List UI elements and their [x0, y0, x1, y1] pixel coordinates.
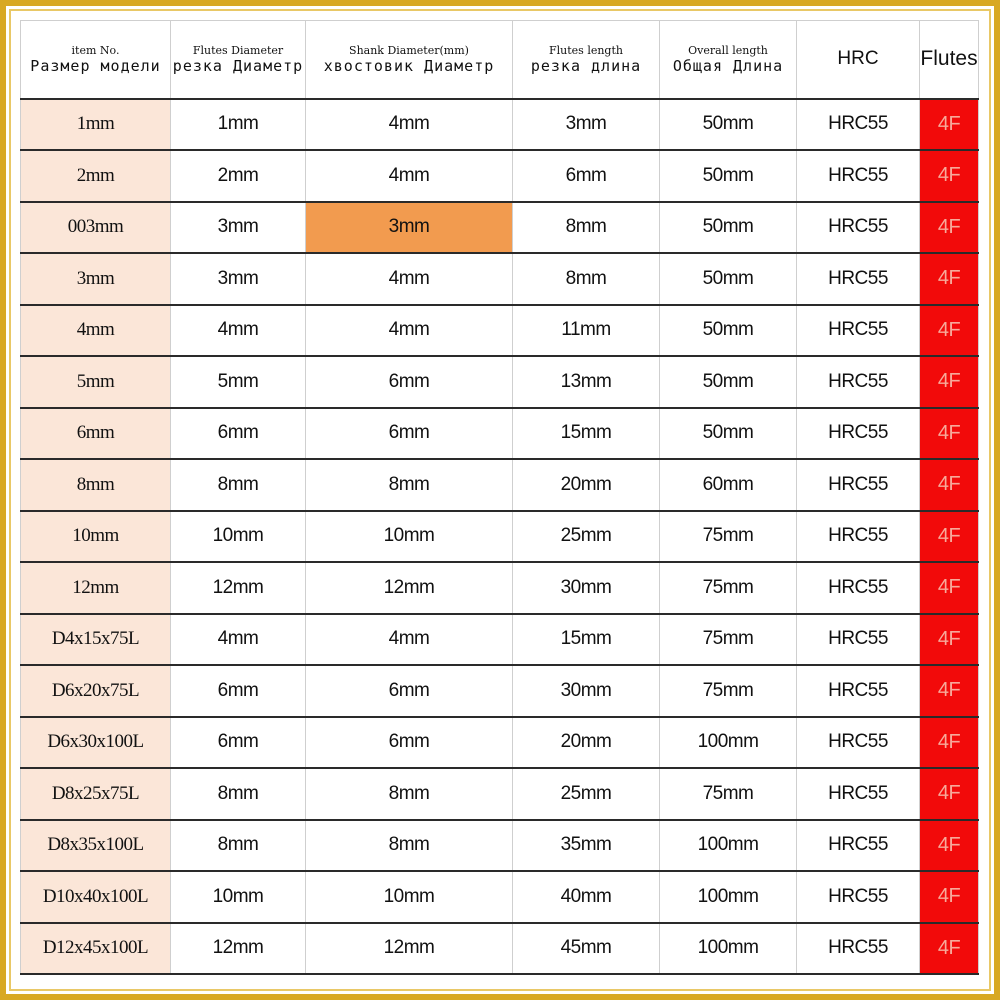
cell-flutes: 4F	[920, 202, 979, 254]
header-item	[21, 21, 171, 99]
cell-overall-length: 75mm	[660, 511, 797, 563]
cell-overall-length: 75mm	[660, 614, 797, 666]
table-row	[21, 614, 979, 666]
cell-hrc: HRC55	[797, 717, 920, 769]
cell-flutes: 4F	[920, 923, 979, 975]
header-item-en: item No.	[71, 43, 120, 57]
cell-overall-length: 50mm	[660, 150, 797, 202]
cell-flutes-diameter: 6mm	[171, 665, 306, 717]
cell-item-no: 12mm	[21, 562, 171, 614]
table-row	[21, 562, 979, 614]
cell-flutes-length: 25mm	[513, 511, 660, 563]
cell-flutes-length: 6mm	[513, 150, 660, 202]
cell-hrc: HRC55	[797, 253, 920, 305]
cell-flutes-length: 20mm	[513, 459, 660, 511]
cell-flutes: 4F	[920, 459, 979, 511]
table-row	[21, 356, 979, 408]
cell-item-no: D8x25x75L	[21, 768, 171, 820]
cell-hrc: HRC55	[797, 459, 920, 511]
cell-hrc: HRC55	[797, 871, 920, 923]
cell-overall-length: 100mm	[660, 717, 797, 769]
header-hrc	[797, 21, 920, 99]
cell-flutes-diameter: 8mm	[171, 768, 306, 820]
cell-flutes-diameter: 10mm	[171, 511, 306, 563]
cell-item-no: 003mm	[21, 202, 171, 254]
cell-flutes-diameter: 12mm	[171, 562, 306, 614]
table-body	[21, 99, 979, 975]
cell-overall-length: 60mm	[660, 459, 797, 511]
cell-flutes: 4F	[920, 562, 979, 614]
cell-flutes-diameter: 12mm	[171, 923, 306, 975]
cell-shank-diameter: 3mm	[306, 202, 513, 254]
cell-shank-diameter: 4mm	[306, 253, 513, 305]
table-row	[21, 253, 979, 305]
cell-flutes-diameter: 6mm	[171, 408, 306, 460]
cell-flutes: 4F	[920, 768, 979, 820]
cell-overall-length: 50mm	[660, 305, 797, 357]
cell-item-no: D4x15x75L	[21, 614, 171, 666]
header-shank-diameter	[306, 21, 513, 99]
cell-flutes-diameter: 8mm	[171, 820, 306, 872]
cell-flutes: 4F	[920, 717, 979, 769]
cell-flutes-length: 25mm	[513, 768, 660, 820]
cell-overall-length: 50mm	[660, 202, 797, 254]
cell-flutes: 4F	[920, 511, 979, 563]
header-item-ru: Размер модели	[30, 56, 161, 75]
cell-hrc: HRC55	[797, 408, 920, 460]
table-row	[21, 202, 979, 254]
cell-flutes: 4F	[920, 305, 979, 357]
cell-overall-length: 50mm	[660, 408, 797, 460]
cell-overall-length: 50mm	[660, 253, 797, 305]
cell-shank-diameter: 12mm	[306, 923, 513, 975]
cell-hrc: HRC55	[797, 768, 920, 820]
cell-flutes: 4F	[920, 820, 979, 872]
cell-flutes-length: 20mm	[513, 717, 660, 769]
table-row	[21, 820, 979, 872]
cell-flutes-length: 13mm	[513, 356, 660, 408]
cell-item-no: D10x40x100L	[21, 871, 171, 923]
cell-flutes-length: 15mm	[513, 614, 660, 666]
cell-overall-length: 75mm	[660, 768, 797, 820]
header-flutes-diameter-ru: резка Диаметр	[172, 56, 304, 75]
cell-flutes-diameter: 5mm	[171, 356, 306, 408]
cell-overall-length: 100mm	[660, 820, 797, 872]
cell-hrc: HRC55	[797, 562, 920, 614]
cell-overall-length: 100mm	[660, 871, 797, 923]
cell-flutes-length: 35mm	[513, 820, 660, 872]
cell-flutes: 4F	[920, 871, 979, 923]
cell-item-no: D6x20x75L	[21, 665, 171, 717]
cell-shank-diameter: 8mm	[306, 820, 513, 872]
cell-hrc: HRC55	[797, 305, 920, 357]
cell-shank-diameter: 6mm	[306, 356, 513, 408]
cell-flutes: 4F	[920, 665, 979, 717]
cell-flutes-diameter: 6mm	[171, 717, 306, 769]
header-flutes-diameter	[171, 21, 306, 99]
table-row	[21, 99, 979, 151]
table-row	[21, 459, 979, 511]
cell-hrc: HRC55	[797, 99, 920, 151]
cell-shank-diameter: 4mm	[306, 99, 513, 151]
cell-shank-diameter: 4mm	[306, 150, 513, 202]
table-row	[21, 923, 979, 975]
header-flutes-length	[513, 21, 660, 99]
cell-hrc: HRC55	[797, 202, 920, 254]
table-row	[21, 305, 979, 357]
cell-item-no: D8x35x100L	[21, 820, 171, 872]
header-flutes	[920, 21, 979, 99]
cell-shank-diameter: 10mm	[306, 871, 513, 923]
cell-flutes: 4F	[920, 356, 979, 408]
cell-hrc: HRC55	[797, 820, 920, 872]
cell-hrc: HRC55	[797, 150, 920, 202]
cell-shank-diameter: 8mm	[306, 459, 513, 511]
cell-shank-diameter: 6mm	[306, 717, 513, 769]
cell-flutes-length: 30mm	[513, 665, 660, 717]
header-hrc-label: HRC	[837, 48, 879, 70]
cell-shank-diameter: 10mm	[306, 511, 513, 563]
cell-shank-diameter: 6mm	[306, 665, 513, 717]
cell-item-no: 2mm	[21, 150, 171, 202]
table-row	[21, 768, 979, 820]
header-flutes-length-en: Flutes length	[549, 43, 623, 57]
cell-item-no: 1mm	[21, 99, 171, 151]
cell-shank-diameter: 12mm	[306, 562, 513, 614]
header-overall-length-en: Overall length	[688, 43, 768, 57]
cell-flutes-length: 3mm	[513, 99, 660, 151]
header-flutes-diameter-en: Flutes Diameter	[192, 43, 284, 57]
cell-hrc: HRC55	[797, 511, 920, 563]
cell-flutes-length: 8mm	[513, 202, 660, 254]
cell-flutes-length: 40mm	[513, 871, 660, 923]
cell-flutes-diameter: 8mm	[171, 459, 306, 511]
cell-overall-length: 75mm	[660, 665, 797, 717]
spec-table	[20, 20, 979, 975]
cell-flutes: 4F	[920, 408, 979, 460]
cell-flutes-length: 45mm	[513, 923, 660, 975]
cell-flutes-diameter: 1mm	[171, 99, 306, 151]
cell-shank-diameter: 6mm	[306, 408, 513, 460]
cell-flutes-diameter: 4mm	[171, 614, 306, 666]
cell-shank-diameter: 4mm	[306, 614, 513, 666]
cell-flutes-diameter: 10mm	[171, 871, 306, 923]
cell-item-no: D6x30x100L	[21, 717, 171, 769]
cell-overall-length: 50mm	[660, 99, 797, 151]
cell-item-no: 4mm	[21, 305, 171, 357]
header-row	[21, 21, 979, 99]
cell-flutes-diameter: 2mm	[171, 150, 306, 202]
cell-item-no: 5mm	[21, 356, 171, 408]
cell-item-no: 10mm	[21, 511, 171, 563]
table-row	[21, 408, 979, 460]
cell-hrc: HRC55	[797, 356, 920, 408]
cell-shank-diameter: 4mm	[306, 305, 513, 357]
table-row	[21, 717, 979, 769]
cell-flutes-diameter: 3mm	[171, 202, 306, 254]
header-flutes-label: Flutes	[920, 47, 978, 71]
cell-hrc: HRC55	[797, 665, 920, 717]
cell-flutes-length: 11mm	[513, 305, 660, 357]
cell-flutes-length: 15mm	[513, 408, 660, 460]
cell-flutes: 4F	[920, 150, 979, 202]
cell-overall-length: 100mm	[660, 923, 797, 975]
cell-item-no: 6mm	[21, 408, 171, 460]
cell-flutes: 4F	[920, 99, 979, 151]
cell-item-no: 8mm	[21, 459, 171, 511]
table-row	[21, 665, 979, 717]
cell-overall-length: 50mm	[660, 356, 797, 408]
table-row	[21, 871, 979, 923]
cell-flutes: 4F	[920, 253, 979, 305]
header-shank-diameter-en: Shank Diameter(mm)	[349, 43, 469, 57]
cell-item-no: D12x45x100L	[21, 923, 171, 975]
header-overall-length	[660, 21, 797, 99]
header-flutes-length-ru: резка длина	[530, 56, 642, 75]
cell-hrc: HRC55	[797, 614, 920, 666]
header-shank-diameter-ru: хвостовик Диаметр	[323, 56, 495, 75]
cell-overall-length: 75mm	[660, 562, 797, 614]
cell-flutes-length: 8mm	[513, 253, 660, 305]
cell-flutes: 4F	[920, 614, 979, 666]
cell-shank-diameter: 8mm	[306, 768, 513, 820]
cell-flutes-diameter: 4mm	[171, 305, 306, 357]
table-row	[21, 150, 979, 202]
cell-item-no: 3mm	[21, 253, 171, 305]
table-row	[21, 511, 979, 563]
cell-hrc: HRC55	[797, 923, 920, 975]
cell-flutes-length: 30mm	[513, 562, 660, 614]
header-overall-length-ru: Общая Длина	[672, 56, 784, 75]
cell-flutes-diameter: 3mm	[171, 253, 306, 305]
